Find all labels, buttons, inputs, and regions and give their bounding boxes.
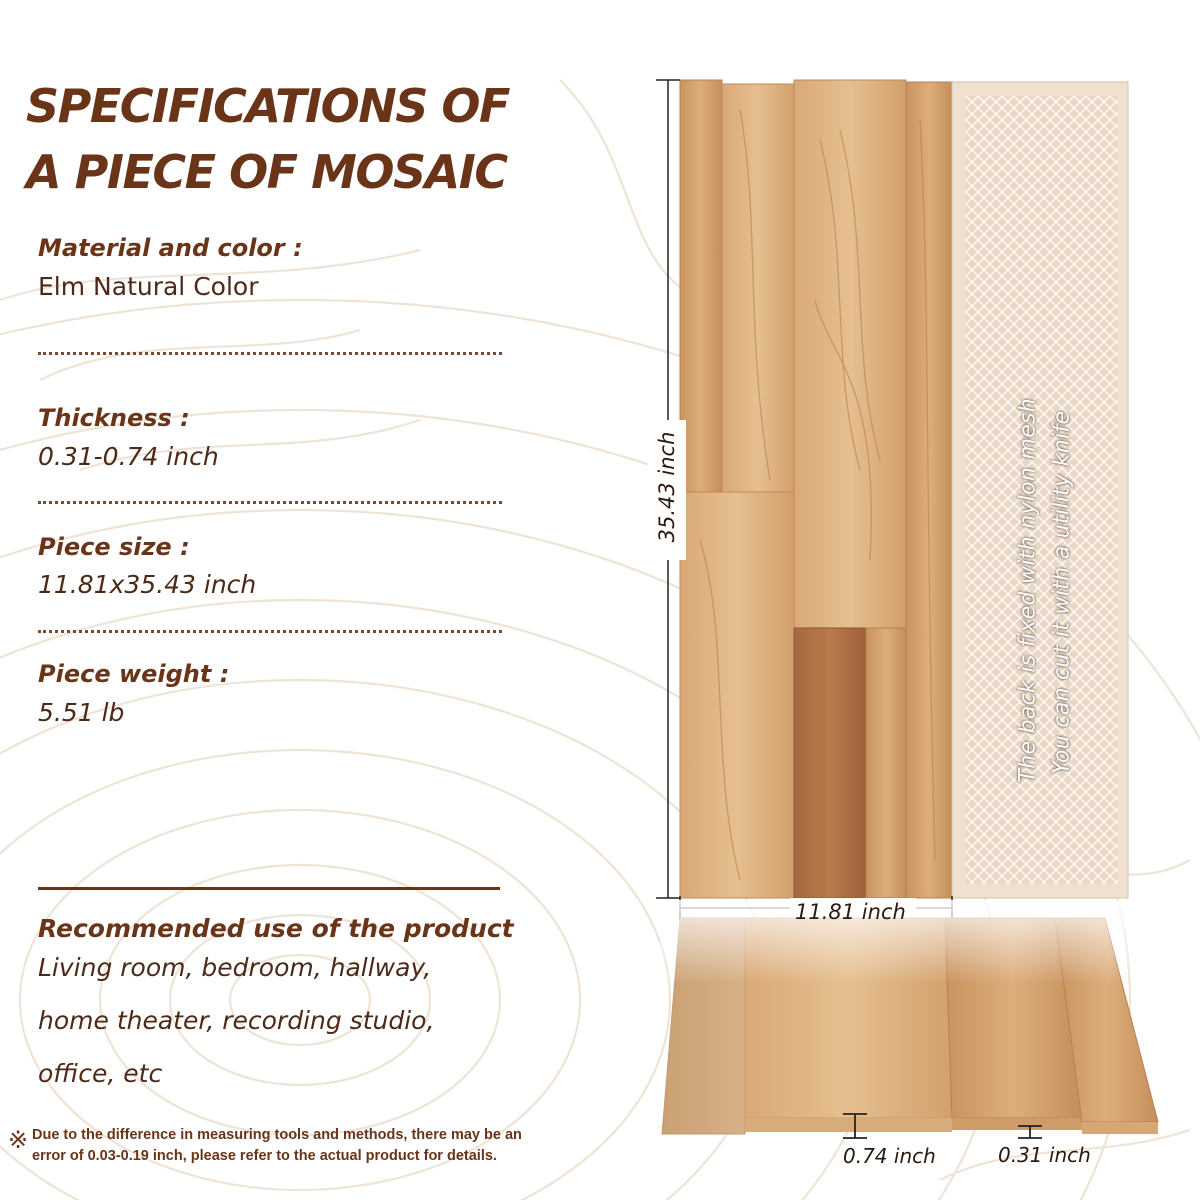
thickness-label: Thickness : xyxy=(38,404,190,432)
back-note-line-1: The back is fixed with nylon mesh xyxy=(1015,397,1041,783)
piece-size-label: Piece size : xyxy=(38,533,190,561)
piece-weight-value: 5.51 lb xyxy=(38,698,125,727)
disclaimer-line-1: Due to the difference in measuring tools and methods, there may be an xyxy=(32,1127,522,1143)
usage-line-3: office, etc xyxy=(38,1059,163,1088)
page-title-line-2: A PIECE OF MOSAIC xyxy=(26,145,507,199)
reference-mark-icon: ※ xyxy=(8,1127,29,1154)
back-note-line-2: You can cut it with a utility knife xyxy=(1049,410,1075,775)
height-dimension-label: 35.43 inch xyxy=(655,431,679,543)
usage-line-1: Living room, bedroom, hallway, xyxy=(38,953,432,982)
material-value: Elm Natural Color xyxy=(38,272,259,301)
usage-label: Recommended use of the product xyxy=(38,914,514,943)
material-label: Material and color : xyxy=(38,234,303,262)
disclaimer-line-2: error of 0.03-0.19 inch, please refer to the actual product for details. xyxy=(32,1148,497,1164)
thickness-value: 0.31-0.74 inch xyxy=(38,442,219,471)
thick-dimension-label: 0.74 inch xyxy=(843,1144,936,1168)
piece-size-value: 11.81x35.43 inch xyxy=(38,570,257,599)
boards-side-view xyxy=(660,900,1160,1140)
thin-dimension-label: 0.31 inch xyxy=(998,1143,1091,1167)
usage-line-2: home theater, recording studio, xyxy=(38,1006,435,1035)
piece-weight-label: Piece weight : xyxy=(38,660,230,688)
page-title-line-1: SPECIFICATIONS OF xyxy=(26,79,509,133)
width-dimension-label: 11.81 inch xyxy=(795,900,906,924)
